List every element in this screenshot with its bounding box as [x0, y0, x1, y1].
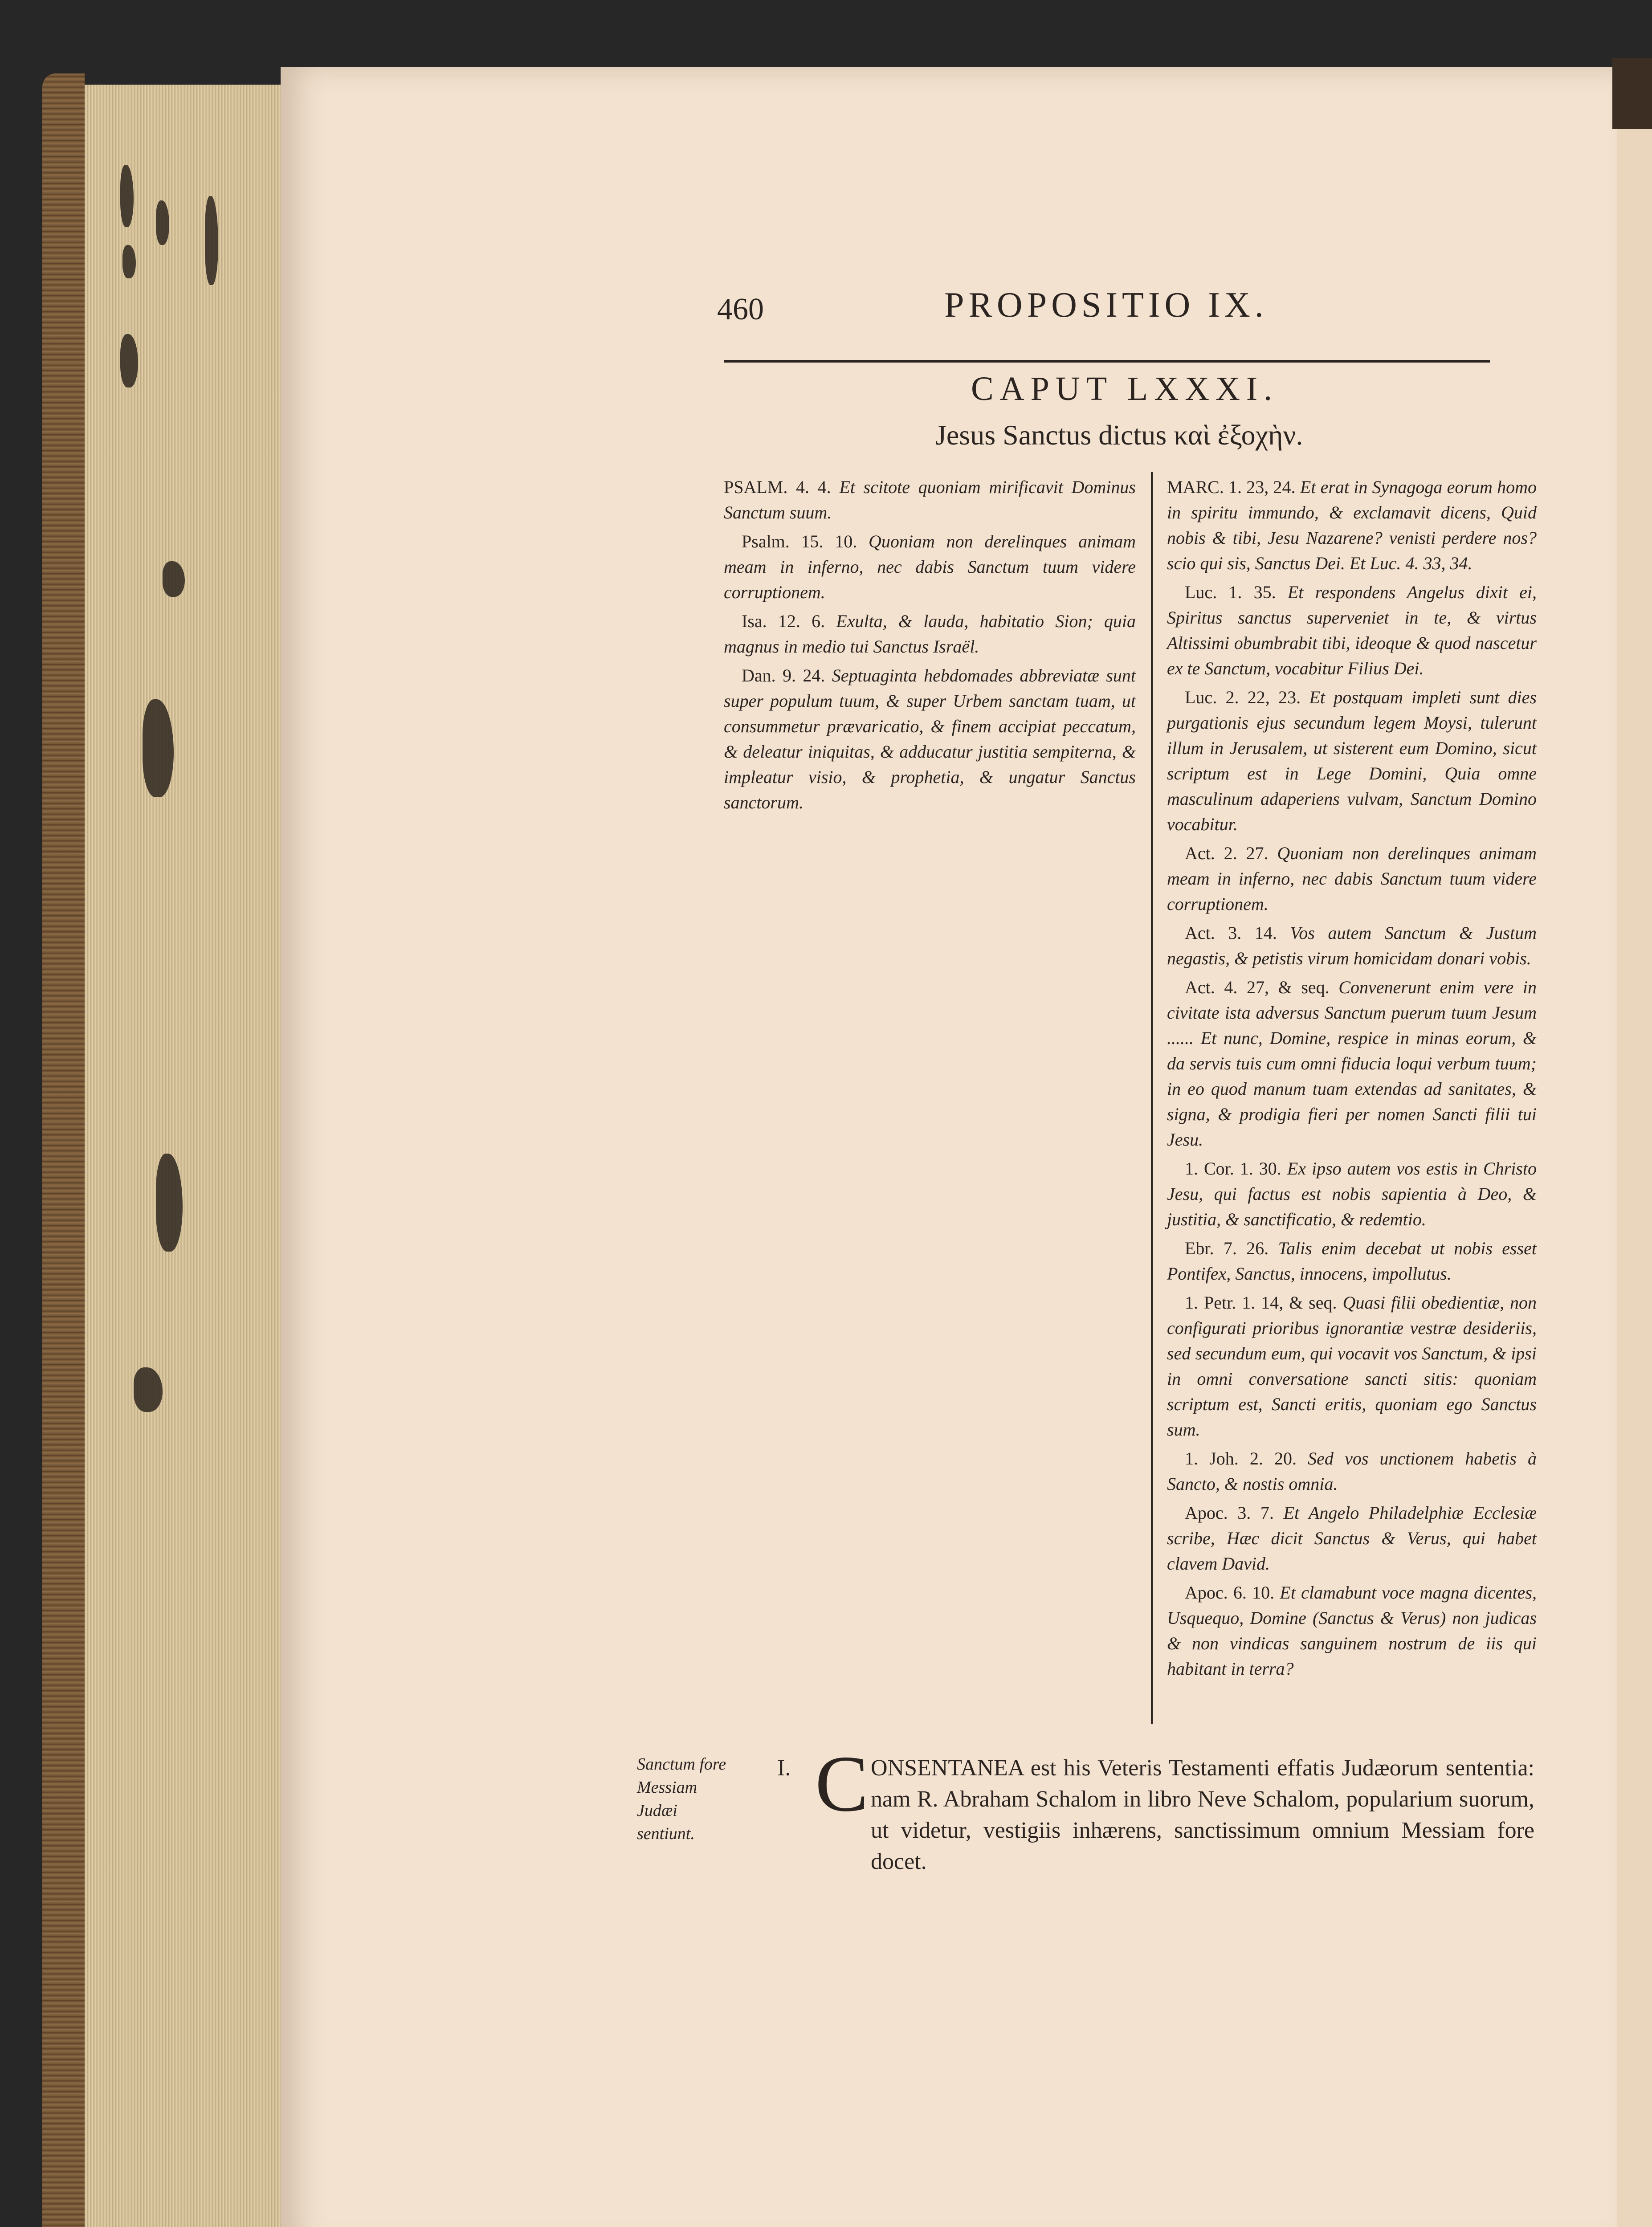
scripture-entry — [724, 474, 1136, 525]
scripture-reference: Psalm. 15. 10. — [742, 531, 857, 551]
column-divider — [1151, 472, 1153, 1724]
right-column — [1167, 474, 1537, 1685]
scripture-text: Convenerunt enim vere in civitate ista adversus Sanctum puerum tuum Jesum ...... Et nunc, Domine, respice in minas eorum, & da servis tuis cum omni fiducia loqui verbum tuum; in eo quod manum tuam extendas ad sanitates, & signa, & prodigia fieri per nomen Sancti filii tui Jesu. — [1167, 977, 1537, 1150]
scripture-reference: 1. Cor. 1. 30. — [1185, 1158, 1281, 1179]
scripture-entry — [1167, 579, 1537, 681]
scripture-entry — [1167, 840, 1537, 917]
ink-stain — [156, 1154, 183, 1252]
ink-stain — [122, 245, 136, 278]
drop-cap: C — [815, 1739, 869, 1828]
scripture-reference: Ebr. 7. 26. — [1185, 1238, 1269, 1258]
ink-stain — [134, 1367, 163, 1412]
scripture-text: Et Angelo Philadelphiæ Ecclesiæ scribe, Hæc dicit Sanctus & Verus, qui habet clavem David. — [1167, 1503, 1537, 1574]
scripture-reference: Apoc. 6. 10. — [1185, 1583, 1275, 1603]
scripture-entry — [1167, 1500, 1537, 1576]
ink-stain — [120, 334, 138, 387]
scripture-entry — [1167, 474, 1537, 576]
chapter-title: CAPUT LXXXI. — [971, 370, 1279, 408]
scripture-entry — [1167, 685, 1537, 837]
scripture-text: Exulta, & lauda, habitatio Sion; quia magnus in medio tui Sanctus Israël. — [724, 611, 1136, 657]
scripture-reference: Apoc. 3. 7. — [1185, 1503, 1274, 1523]
page-number: 460 — [717, 292, 764, 326]
scripture-text: Et postquam impleti sunt dies purgationis ejus secundum legem Moysi, tulerunt illum in Jerusalem, ut sisterent eum Domino, sicut scriptum est in Lege Domini, Quia omne masculinum adaperiens vulvam, Sanctum Domino vocabitur. — [1167, 687, 1537, 834]
scripture-reference: Dan. 9. 24. — [742, 665, 825, 685]
scripture-entry — [1167, 975, 1537, 1152]
scripture-reference: Act. 3. 14. — [1185, 923, 1277, 943]
binding-clip — [1612, 58, 1652, 129]
margin-note: Sanctum fore Messiam Judæi sentiunt. — [637, 1755, 726, 1843]
scripture-entry — [724, 663, 1136, 815]
ink-stain — [163, 561, 185, 597]
scripture-reference: Luc. 2. 22, 23. — [1185, 687, 1301, 707]
page-edges — [85, 85, 281, 2227]
scripture-reference: Act. 2. 27. — [1185, 843, 1269, 863]
scripture-entry — [1167, 1290, 1537, 1442]
ink-stain — [205, 196, 218, 285]
scripture-reference: PSALM. 4. 4. — [724, 477, 831, 497]
scripture-text: Et erat in Synagoga eorum homo in spiritu immundo, & exclamavit dicens, Quid nobis & tibi, Jesu Nazarene? venisti perdere nos? scio qui sis, Sanctus Dei. Et Luc. 4. 33, 34. — [1167, 477, 1537, 573]
scripture-text: Vos autem Sanctum & Justum negastis, & petistis virum homicidam donari vobis. — [1167, 923, 1537, 968]
scripture-text: Ex ipso autem vos estis in Christo Jesu, qui factus est nobis sapientia à Deo, & justitia, & sanctificatio, & redemtio. — [1167, 1158, 1537, 1229]
scripture-entry — [1167, 1236, 1537, 1286]
scripture-entry — [724, 608, 1136, 659]
scripture-text: Et respondens Angelus dixit ei, Spiritus sanctus superveniet in te, & virtus Altissimi obumbrabit tibi, ideoque & quod nascetur ex te Sanctum, vocabitur Filius Dei. — [1167, 582, 1537, 678]
ink-stain — [156, 200, 169, 245]
scripture-text: Et clamabunt voce magna dicentes, Usquequo, Domine (Sanctus & Verus) non judicas & non vindicas sanguinem nostrum de iis qui habitant in terra? — [1167, 1583, 1537, 1679]
scripture-entry — [1167, 1156, 1537, 1232]
facing-page-edge — [1617, 80, 1652, 2227]
ink-stain — [143, 699, 174, 797]
scripture-reference: Luc. 1. 35. — [1185, 582, 1276, 602]
scripture-entry — [1167, 920, 1537, 971]
ink-stain — [120, 165, 134, 227]
scripture-text: Quasi filii obedientiæ, non configurati prioribus ignorantiæ vestræ desideriis, sed secundum eum, qui vocavit vos Sanctum, & ipsi in omni conversatione sancti sitis: quoniam scriptum est, Sancti eritis, quoniam ego Sanctus sum. — [1167, 1293, 1537, 1440]
book-spine — [42, 73, 85, 2227]
scripture-reference: Isa. 12. 6. — [742, 611, 825, 631]
scripture-text: Sed vos unctionem habetis à Sancto, & nostis omnia. — [1167, 1448, 1537, 1494]
scripture-text: Quoniam non derelinques animam meam in inferno, nec dabis Sanctum tuum videre corruptionem. — [1167, 843, 1537, 914]
scripture-entry — [724, 529, 1136, 605]
scripture-text: Septuaginta hebdomades abbreviatæ sunt super populum tuum, & super Urbem sanctam tuam, ut consummetur prævaricatio, & finem accipiat peccatum, & deleatur iniquitas, & adducatur justitia sempiterna, & impleatur visio, & prophetia, & ungatur Sanctus sanctorum. — [724, 665, 1136, 812]
scripture-reference: 1. Petr. 1. 14, & seq. — [1185, 1293, 1337, 1313]
scripture-text: Et scitote quoniam mirificavit Dominus Sanctum suum. — [724, 477, 1136, 522]
scripture-reference: Act. 4. 27, & seq. — [1185, 977, 1330, 997]
scripture-reference: 1. Joh. 2. 20. — [1185, 1448, 1297, 1468]
left-column — [724, 474, 1136, 819]
scripture-text: Talis enim decebat ut nobis esset Pontifex, Sanctus, innocens, impollutus. — [1167, 1238, 1537, 1284]
scripture-reference: MARC. 1. 23, 24. — [1167, 477, 1296, 497]
scripture-text: Quoniam non derelinques animam meam in inferno, nec dabis Sanctum tuum videre corruptionem. — [724, 531, 1136, 602]
paragraph-number: I. — [777, 1755, 791, 1781]
scripture-entry — [1167, 1580, 1537, 1681]
header-rule — [724, 360, 1490, 363]
scripture-entry — [1167, 1446, 1537, 1497]
chapter-subtitle: Jesus Sanctus dictus καὶ ἐξοχὴν. — [935, 419, 1303, 451]
body-paragraph: ONSENTANEA est his Veteris Testamenti effatis Judæorum sententia: nam R. Abraham Schalom in libro Neve Schalom, popularium suorum, ut videtur, vestigiis inhærens, sanctissimum omnium Messiam fore docet. — [871, 1755, 1534, 1874]
running-head: PROPOSITIO IX. — [944, 286, 1268, 325]
